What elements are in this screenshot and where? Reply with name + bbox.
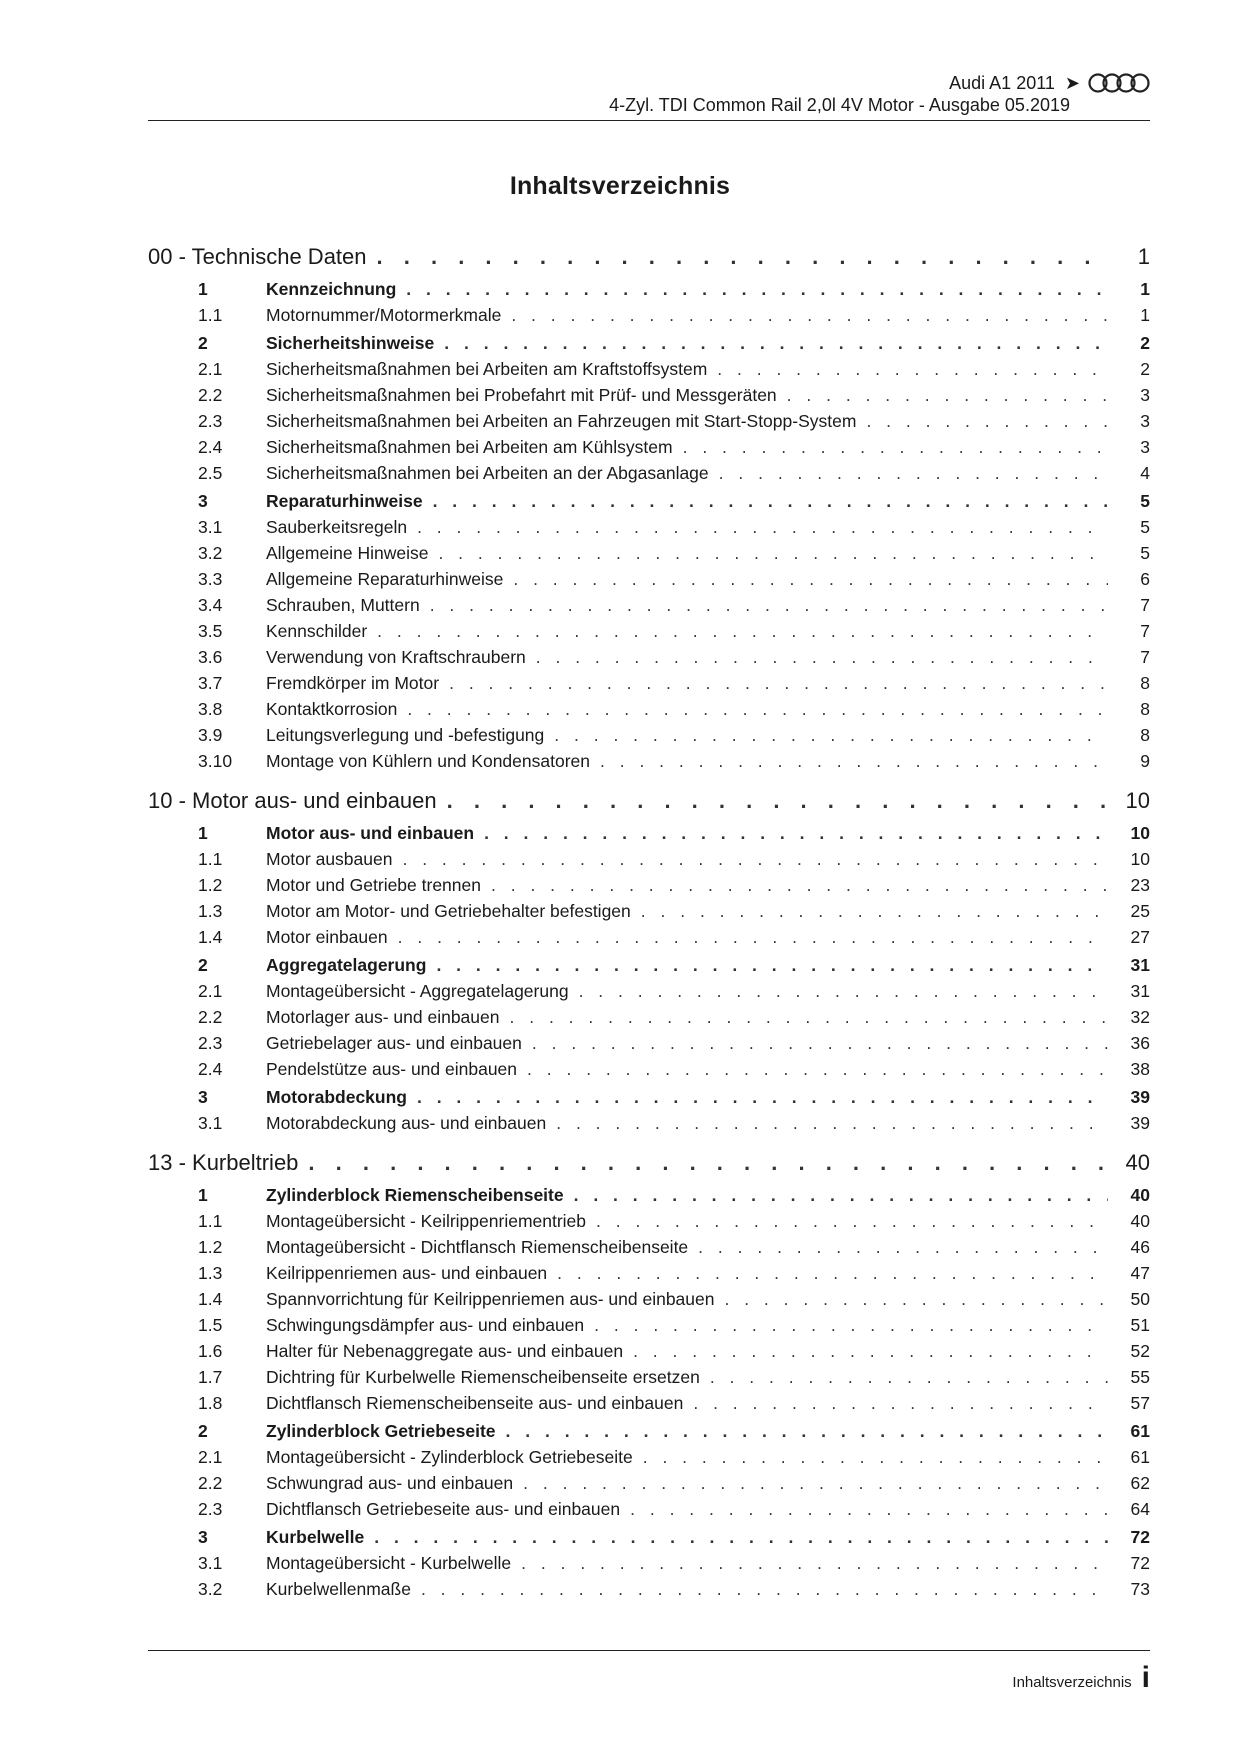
toc-section-entry[interactable] bbox=[148, 952, 1150, 978]
toc-page-number: 72 bbox=[1130, 1552, 1150, 1573]
toc-subsection-entry[interactable] bbox=[148, 978, 1150, 1004]
toc-subsection-entry[interactable] bbox=[148, 722, 1150, 748]
toc-page-number: 36 bbox=[1130, 1032, 1150, 1053]
toc-section-number: 2 bbox=[198, 1420, 208, 1441]
toc-subsection-title: Schwingungsdämpfer aus- und einbauen bbox=[266, 1314, 585, 1335]
toc-page-number: 47 bbox=[1130, 1262, 1150, 1283]
toc-page-number: 31 bbox=[1130, 980, 1150, 1001]
toc-subsection-number: 2.3 bbox=[198, 1498, 223, 1519]
toc-leader-dots bbox=[579, 981, 1108, 1002]
header-model: Audi A1 2011 bbox=[949, 73, 1055, 93]
toc-leader-dots bbox=[377, 621, 1108, 642]
toc-subsection-title: Sicherheitsmaßnahmen bei Probefahrt mit Prüf- und Messgeräten bbox=[266, 384, 777, 405]
toc-page-number: 61 bbox=[1130, 1420, 1150, 1441]
toc-subsection-entry[interactable] bbox=[148, 1550, 1150, 1576]
toc-subsection-entry[interactable] bbox=[148, 644, 1150, 670]
toc-subsection-entry[interactable] bbox=[148, 670, 1150, 696]
toc-subsection-entry[interactable] bbox=[148, 460, 1150, 486]
toc-subsection-title: Allgemeine Reparaturhinweise bbox=[266, 568, 504, 589]
toc-chapter bbox=[148, 240, 1150, 774]
toc-subsection-entry[interactable] bbox=[148, 872, 1150, 898]
toc-subsection-entry[interactable] bbox=[148, 1286, 1150, 1312]
arrow-icon: ➤ bbox=[1064, 73, 1080, 93]
toc-leader-dots bbox=[510, 1007, 1109, 1028]
toc-subsection-entry[interactable] bbox=[148, 356, 1150, 382]
toc-subsection-number: 1.7 bbox=[198, 1366, 223, 1387]
toc-subsection-number: 1.8 bbox=[198, 1392, 223, 1413]
toc-subsection-title: Leitungsverlegung und -befestigung bbox=[266, 724, 545, 745]
toc-subsection-entry[interactable] bbox=[148, 1260, 1150, 1286]
toc-chapter-entry[interactable] bbox=[148, 784, 1150, 818]
toc-section-number: 2 bbox=[198, 954, 208, 975]
toc-leader-dots bbox=[532, 1033, 1108, 1054]
toc-subsection-title: Montageübersicht - Aggregatelagerung bbox=[266, 980, 569, 1001]
toc-subsection-number: 2.5 bbox=[198, 462, 223, 483]
toc-page-number: 7 bbox=[1140, 594, 1150, 615]
page-footer bbox=[1012, 1661, 1150, 1694]
toc-subsection-entry[interactable] bbox=[148, 592, 1150, 618]
toc-leader-dots bbox=[308, 1150, 1108, 1176]
toc-subsection-number: 3.6 bbox=[198, 646, 223, 667]
footer-label: Inhaltsverzeichnis bbox=[1012, 1674, 1132, 1691]
toc-page-number: 25 bbox=[1130, 900, 1150, 921]
toc-subsection-entry[interactable] bbox=[148, 566, 1150, 592]
toc-page-number: 5 bbox=[1140, 490, 1150, 511]
toc-page-number: 40 bbox=[1130, 1210, 1150, 1231]
toc-page-number: 5 bbox=[1140, 542, 1150, 563]
toc-subsection-title: Halter für Nebenaggregate aus- und einbauen bbox=[266, 1340, 624, 1361]
toc-subsection-entry[interactable] bbox=[148, 408, 1150, 434]
toc-page-number: 10 bbox=[1130, 848, 1150, 869]
toc-leader-dots bbox=[787, 385, 1108, 406]
toc-leader-dots bbox=[444, 333, 1108, 354]
toc-leader-dots bbox=[421, 1579, 1108, 1600]
toc-page-number: 50 bbox=[1130, 1288, 1150, 1309]
toc-section-number: 3 bbox=[198, 1086, 208, 1107]
toc-subsection-number: 2.1 bbox=[198, 358, 223, 379]
toc-chapter bbox=[148, 1146, 1150, 1602]
toc-subsection-title: Montageübersicht - Kurbelwelle bbox=[266, 1552, 512, 1573]
toc-subsection-entry[interactable] bbox=[148, 1364, 1150, 1390]
page-title: Inhaltsverzeichnis bbox=[509, 172, 731, 200]
toc-subsection-entry[interactable] bbox=[148, 1056, 1150, 1082]
toc-section-entry[interactable] bbox=[148, 1524, 1150, 1550]
table-of-contents bbox=[148, 240, 1150, 1612]
toc-page-number: 1 bbox=[1140, 304, 1150, 325]
toc-leader-dots bbox=[417, 517, 1108, 538]
toc-leader-dots bbox=[641, 901, 1108, 922]
toc-subsection-entry[interactable] bbox=[148, 924, 1150, 950]
toc-page-number: 10 bbox=[1130, 822, 1150, 843]
toc-subsection-number: 2.3 bbox=[198, 1032, 223, 1053]
toc-subsection-number: 3.1 bbox=[198, 1552, 223, 1573]
toc-leader-dots bbox=[630, 1499, 1108, 1520]
toc-subsection-entry[interactable] bbox=[148, 382, 1150, 408]
toc-subsection-entry[interactable] bbox=[148, 846, 1150, 872]
toc-leader-dots bbox=[523, 1473, 1108, 1494]
toc-leader-dots bbox=[554, 725, 1108, 746]
toc-section-title: Sicherheitshinweise bbox=[266, 332, 435, 353]
toc-subsection-title: Motor am Motor- und Getriebehalter befestigen bbox=[266, 900, 631, 921]
header-subtitle: 4-Zyl. TDI Common Rail 2,0l 4V Motor - Ausgabe 05.2019 bbox=[609, 95, 1070, 115]
toc-page-number: 1 bbox=[1140, 278, 1150, 299]
toc-subsection-number: 1.2 bbox=[198, 1236, 223, 1257]
toc-page-number: 10 bbox=[1125, 788, 1150, 813]
toc-section-title: Motor aus- und einbauen bbox=[266, 822, 475, 843]
toc-page-number: 27 bbox=[1130, 926, 1150, 947]
toc-page-number: 40 bbox=[1125, 1150, 1150, 1175]
toc-leader-dots bbox=[484, 823, 1108, 844]
toc-subsection-title: Getriebelager aus- und einbauen bbox=[266, 1032, 522, 1053]
toc-subsection-title: Dichtring für Kurbelwelle Riemenscheibenseite ersetzen bbox=[266, 1366, 700, 1387]
toc-page-number: 3 bbox=[1140, 436, 1150, 457]
toc-subsection-number: 1.1 bbox=[198, 304, 223, 325]
toc-subsection-entry[interactable] bbox=[148, 618, 1150, 644]
toc-section-entry[interactable] bbox=[148, 1182, 1150, 1208]
toc-subsection-title: Motor ausbauen bbox=[266, 848, 393, 869]
toc-page-number: 8 bbox=[1140, 698, 1150, 719]
toc-section-title: Aggregatelagerung bbox=[266, 954, 427, 975]
toc-subsection-title: Fremdkörper im Motor bbox=[266, 672, 440, 693]
toc-page-number: 4 bbox=[1140, 462, 1150, 483]
toc-subsection-title: Montageübersicht - Dichtflansch Riemenscheibenseite bbox=[266, 1236, 689, 1257]
toc-leader-dots bbox=[406, 279, 1108, 300]
toc-subsection-number: 2.2 bbox=[198, 1472, 223, 1493]
toc-leader-dots bbox=[374, 1527, 1108, 1548]
toc-chapter bbox=[148, 784, 1150, 1136]
toc-subsection-number: 1.3 bbox=[198, 1262, 223, 1283]
toc-chapter-entry[interactable] bbox=[148, 1146, 1150, 1180]
toc-leader-dots bbox=[643, 1447, 1108, 1468]
toc-section-title: Zylinderblock Riemenscheibenseite bbox=[266, 1184, 564, 1205]
footer-page-number: i bbox=[1141, 1661, 1150, 1694]
audi-rings-icon bbox=[1088, 72, 1150, 94]
toc-subsection-title: Spannvorrichtung für Keilrippenriemen aus- und einbauen bbox=[266, 1288, 715, 1309]
toc-subsection-title: Motor und Getriebe trennen bbox=[266, 874, 481, 895]
toc-subsection-title: Allgemeine Hinweise bbox=[266, 542, 429, 563]
toc-subsection-number: 1.1 bbox=[198, 848, 223, 869]
toc-subsection-number: 3.8 bbox=[198, 698, 223, 719]
toc-leader-dots bbox=[698, 1237, 1108, 1258]
toc-section-number: 2 bbox=[198, 332, 208, 353]
toc-leader-dots bbox=[866, 411, 1108, 432]
toc-subsection-title: Dichtflansch Getriebeseite aus- und einbauen bbox=[266, 1498, 621, 1519]
toc-section-entry[interactable] bbox=[148, 1418, 1150, 1444]
toc-subsection-title: Motor einbauen bbox=[266, 926, 388, 947]
toc-subsection-number: 3.1 bbox=[198, 1112, 223, 1133]
toc-page-number: 55 bbox=[1130, 1366, 1150, 1387]
toc-page-number: 73 bbox=[1130, 1578, 1150, 1599]
toc-page-number: 32 bbox=[1130, 1006, 1150, 1027]
toc-leader-dots bbox=[491, 875, 1108, 896]
toc-section-entry[interactable] bbox=[148, 276, 1150, 302]
toc-subsection-entry[interactable] bbox=[148, 696, 1150, 722]
toc-subsection-number: 1.1 bbox=[198, 1210, 223, 1231]
toc-page-number: 3 bbox=[1140, 410, 1150, 431]
toc-leader-dots bbox=[536, 647, 1108, 668]
toc-subsection-entry[interactable] bbox=[148, 1576, 1150, 1602]
toc-page-number: 46 bbox=[1130, 1236, 1150, 1257]
toc-section-entry[interactable] bbox=[148, 1084, 1150, 1110]
toc-subsection-number: 3.3 bbox=[198, 568, 223, 589]
toc-section-title: Kurbelwelle bbox=[266, 1526, 365, 1547]
footer-divider bbox=[148, 1650, 1150, 1651]
toc-subsection-number: 2.2 bbox=[198, 384, 223, 405]
toc-section-number: 1 bbox=[198, 1184, 208, 1205]
toc-subsection-number: 3.9 bbox=[198, 724, 223, 745]
toc-subsection-entry[interactable] bbox=[148, 1030, 1150, 1056]
toc-subsection-title: Sicherheitsmaßnahmen bei Arbeiten an Fahrzeugen mit Start-Stopp-System bbox=[266, 410, 857, 431]
toc-subsection-title: Montageübersicht - Zylinderblock Getriebeseite bbox=[266, 1446, 633, 1467]
toc-chapter-entry[interactable] bbox=[148, 240, 1150, 274]
toc-subsection-title: Motornummer/Motormerkmale bbox=[266, 304, 502, 325]
toc-page-number: 40 bbox=[1130, 1184, 1150, 1205]
toc-subsection-number: 1.4 bbox=[198, 1288, 223, 1309]
toc-page-number: 51 bbox=[1130, 1314, 1150, 1335]
toc-leader-dots bbox=[513, 569, 1108, 590]
toc-subsection-title: Dichtflansch Riemenscheibenseite aus- und einbauen bbox=[266, 1392, 684, 1413]
toc-leader-dots bbox=[596, 1211, 1108, 1232]
toc-page-number: 39 bbox=[1130, 1112, 1150, 1133]
toc-page-number: 2 bbox=[1140, 358, 1150, 379]
toc-subsection-entry[interactable] bbox=[148, 1444, 1150, 1470]
toc-subsection-title: Verwendung von Kraftschraubern bbox=[266, 646, 526, 667]
toc-page-number: 39 bbox=[1130, 1086, 1150, 1107]
toc-subsection-entry[interactable] bbox=[148, 748, 1150, 774]
toc-page-number: 3 bbox=[1140, 384, 1150, 405]
toc-subsection-title: Sicherheitsmaßnahmen bei Arbeiten am Kühlsystem bbox=[266, 436, 673, 457]
toc-chapter-title: 10 - Motor aus- und einbauen bbox=[148, 788, 437, 813]
toc-section-title: Reparaturhinweise bbox=[266, 490, 423, 511]
toc-page-number: 1 bbox=[1137, 244, 1150, 269]
toc-subsection-title: Sauberkeitsregeln bbox=[266, 516, 408, 537]
toc-leader-dots bbox=[600, 751, 1108, 772]
toc-subsection-title: Schwungrad aus- und einbauen bbox=[266, 1472, 514, 1493]
toc-section-number: 3 bbox=[198, 490, 208, 511]
toc-subsection-number: 1.2 bbox=[198, 874, 223, 895]
toc-subsection-entry[interactable] bbox=[148, 514, 1150, 540]
toc-subsection-entry[interactable] bbox=[148, 898, 1150, 924]
toc-subsection-entry[interactable] bbox=[148, 1338, 1150, 1364]
toc-subsection-title: Kurbelwellenmaße bbox=[266, 1578, 411, 1599]
toc-subsection-number: 3.5 bbox=[198, 620, 223, 641]
toc-subsection-title: Motorlager aus- und einbauen bbox=[266, 1006, 500, 1027]
toc-leader-dots bbox=[447, 788, 1108, 814]
toc-page-number: 9 bbox=[1140, 750, 1150, 771]
toc-page-number: 31 bbox=[1130, 954, 1150, 975]
toc-subsection-entry[interactable] bbox=[148, 302, 1150, 328]
toc-leader-dots bbox=[398, 927, 1108, 948]
toc-leader-dots bbox=[527, 1059, 1108, 1080]
toc-subsection-title: Montage von Kühlern und Kondensatoren bbox=[266, 750, 590, 771]
toc-subsection-number: 1.3 bbox=[198, 900, 223, 921]
toc-section-number: 3 bbox=[198, 1526, 208, 1547]
toc-chapter-title: 00 - Technische Daten bbox=[148, 244, 367, 269]
toc-subsection-entry[interactable] bbox=[148, 1312, 1150, 1338]
toc-subsection-number: 3.10 bbox=[198, 750, 233, 771]
toc-section-number: 1 bbox=[198, 278, 208, 299]
toc-subsection-number: 3.2 bbox=[198, 542, 223, 563]
toc-section-entry[interactable] bbox=[148, 330, 1150, 356]
toc-subsection-title: Montageübersicht - Keilrippenriementrieb bbox=[266, 1210, 587, 1231]
toc-leader-dots bbox=[574, 1185, 1108, 1206]
toc-leader-dots bbox=[633, 1341, 1108, 1362]
toc-section-title: Zylinderblock Getriebeseite bbox=[266, 1420, 496, 1441]
toc-subsection-number: 3.4 bbox=[198, 594, 223, 615]
toc-subsection-entry[interactable] bbox=[148, 1110, 1150, 1136]
toc-page-number: 5 bbox=[1140, 516, 1150, 537]
toc-subsection-number: 3.1 bbox=[198, 516, 223, 537]
toc-leader-dots bbox=[436, 955, 1108, 976]
header-model-line bbox=[148, 72, 1150, 94]
toc-section-entry[interactable] bbox=[148, 488, 1150, 514]
toc-section-title: Kennzeichnung bbox=[266, 278, 397, 299]
toc-subsection-entry[interactable] bbox=[148, 1390, 1150, 1416]
toc-leader-dots bbox=[710, 1367, 1108, 1388]
toc-leader-dots bbox=[724, 1289, 1108, 1310]
toc-leader-dots bbox=[717, 359, 1108, 380]
toc-page-number: 6 bbox=[1140, 568, 1150, 589]
header-divider bbox=[148, 120, 1150, 121]
toc-leader-dots bbox=[511, 305, 1108, 326]
toc-leader-dots bbox=[521, 1553, 1108, 1574]
toc-subsection-entry[interactable] bbox=[148, 434, 1150, 460]
toc-leader-dots bbox=[683, 437, 1108, 458]
toc-subsection-entry[interactable] bbox=[148, 1004, 1150, 1030]
toc-page-number: 64 bbox=[1130, 1498, 1150, 1519]
toc-leader-dots bbox=[417, 1087, 1108, 1108]
toc-section-number: 1 bbox=[198, 822, 208, 843]
toc-subsection-entry[interactable] bbox=[148, 1470, 1150, 1496]
toc-section-entry[interactable] bbox=[148, 820, 1150, 846]
toc-leader-dots bbox=[377, 244, 1108, 270]
toc-subsection-number: 2.3 bbox=[198, 410, 223, 431]
toc-subsection-title: Schrauben, Muttern bbox=[266, 594, 420, 615]
toc-leader-dots bbox=[449, 673, 1108, 694]
toc-subsection-number: 1.5 bbox=[198, 1314, 223, 1335]
toc-leader-dots bbox=[719, 463, 1108, 484]
toc-page-number: 7 bbox=[1140, 646, 1150, 667]
toc-leader-dots bbox=[430, 595, 1108, 616]
toc-subsection-title: Kontaktkorrosion bbox=[266, 698, 398, 719]
toc-leader-dots bbox=[693, 1393, 1108, 1414]
toc-leader-dots bbox=[506, 1421, 1108, 1442]
toc-page-number: 23 bbox=[1130, 874, 1150, 895]
toc-page-number: 72 bbox=[1130, 1526, 1150, 1547]
toc-subsection-number: 1.6 bbox=[198, 1340, 223, 1361]
toc-section-title: Motorabdeckung bbox=[266, 1086, 407, 1107]
toc-subsection-number: 2.4 bbox=[198, 1058, 223, 1079]
toc-leader-dots bbox=[556, 1113, 1108, 1134]
toc-leader-dots bbox=[438, 543, 1108, 564]
toc-subsection-number: 2.4 bbox=[198, 436, 223, 457]
toc-page-number: 8 bbox=[1140, 724, 1150, 745]
toc-leader-dots bbox=[557, 1263, 1108, 1284]
toc-page-number: 61 bbox=[1130, 1446, 1150, 1467]
toc-subsection-number: 2.2 bbox=[198, 1006, 223, 1027]
toc-leader-dots bbox=[402, 849, 1108, 870]
toc-subsection-title: Keilrippenriemen aus- und einbauen bbox=[266, 1262, 548, 1283]
toc-subsection-title: Sicherheitsmaßnahmen bei Arbeiten am Kraftstoffsystem bbox=[266, 358, 708, 379]
toc-subsection-entry[interactable] bbox=[148, 540, 1150, 566]
toc-subsection-number: 1.4 bbox=[198, 926, 223, 947]
toc-subsection-title: Kennschilder bbox=[266, 620, 368, 641]
toc-subsection-title: Motorabdeckung aus- und einbauen bbox=[266, 1112, 547, 1133]
toc-subsection-number: 2.1 bbox=[198, 1446, 223, 1467]
toc-page-number: 2 bbox=[1140, 332, 1150, 353]
toc-subsection-title: Pendelstütze aus- und einbauen bbox=[266, 1058, 518, 1079]
page-header bbox=[148, 72, 1150, 116]
toc-chapter-title: 13 - Kurbeltrieb bbox=[148, 1150, 299, 1175]
toc-page-number: 8 bbox=[1140, 672, 1150, 693]
toc-page-number: 38 bbox=[1130, 1058, 1150, 1079]
toc-subsection-entry[interactable] bbox=[148, 1234, 1150, 1260]
toc-page-number: 57 bbox=[1130, 1392, 1150, 1413]
toc-subsection-number: 3.7 bbox=[198, 672, 223, 693]
toc-leader-dots bbox=[433, 491, 1108, 512]
toc-subsection-entry[interactable] bbox=[148, 1208, 1150, 1234]
toc-subsection-entry[interactable] bbox=[148, 1496, 1150, 1522]
toc-leader-dots bbox=[594, 1315, 1108, 1336]
toc-page-number: 62 bbox=[1130, 1472, 1150, 1493]
toc-subsection-number: 3.2 bbox=[198, 1578, 223, 1599]
toc-page-number: 7 bbox=[1140, 620, 1150, 641]
toc-subsection-title: Sicherheitsmaßnahmen bei Arbeiten an der Abgasanlage bbox=[266, 462, 709, 483]
toc-page-number: 52 bbox=[1130, 1340, 1150, 1361]
toc-leader-dots bbox=[407, 699, 1108, 720]
toc-subsection-number: 2.1 bbox=[198, 980, 223, 1001]
